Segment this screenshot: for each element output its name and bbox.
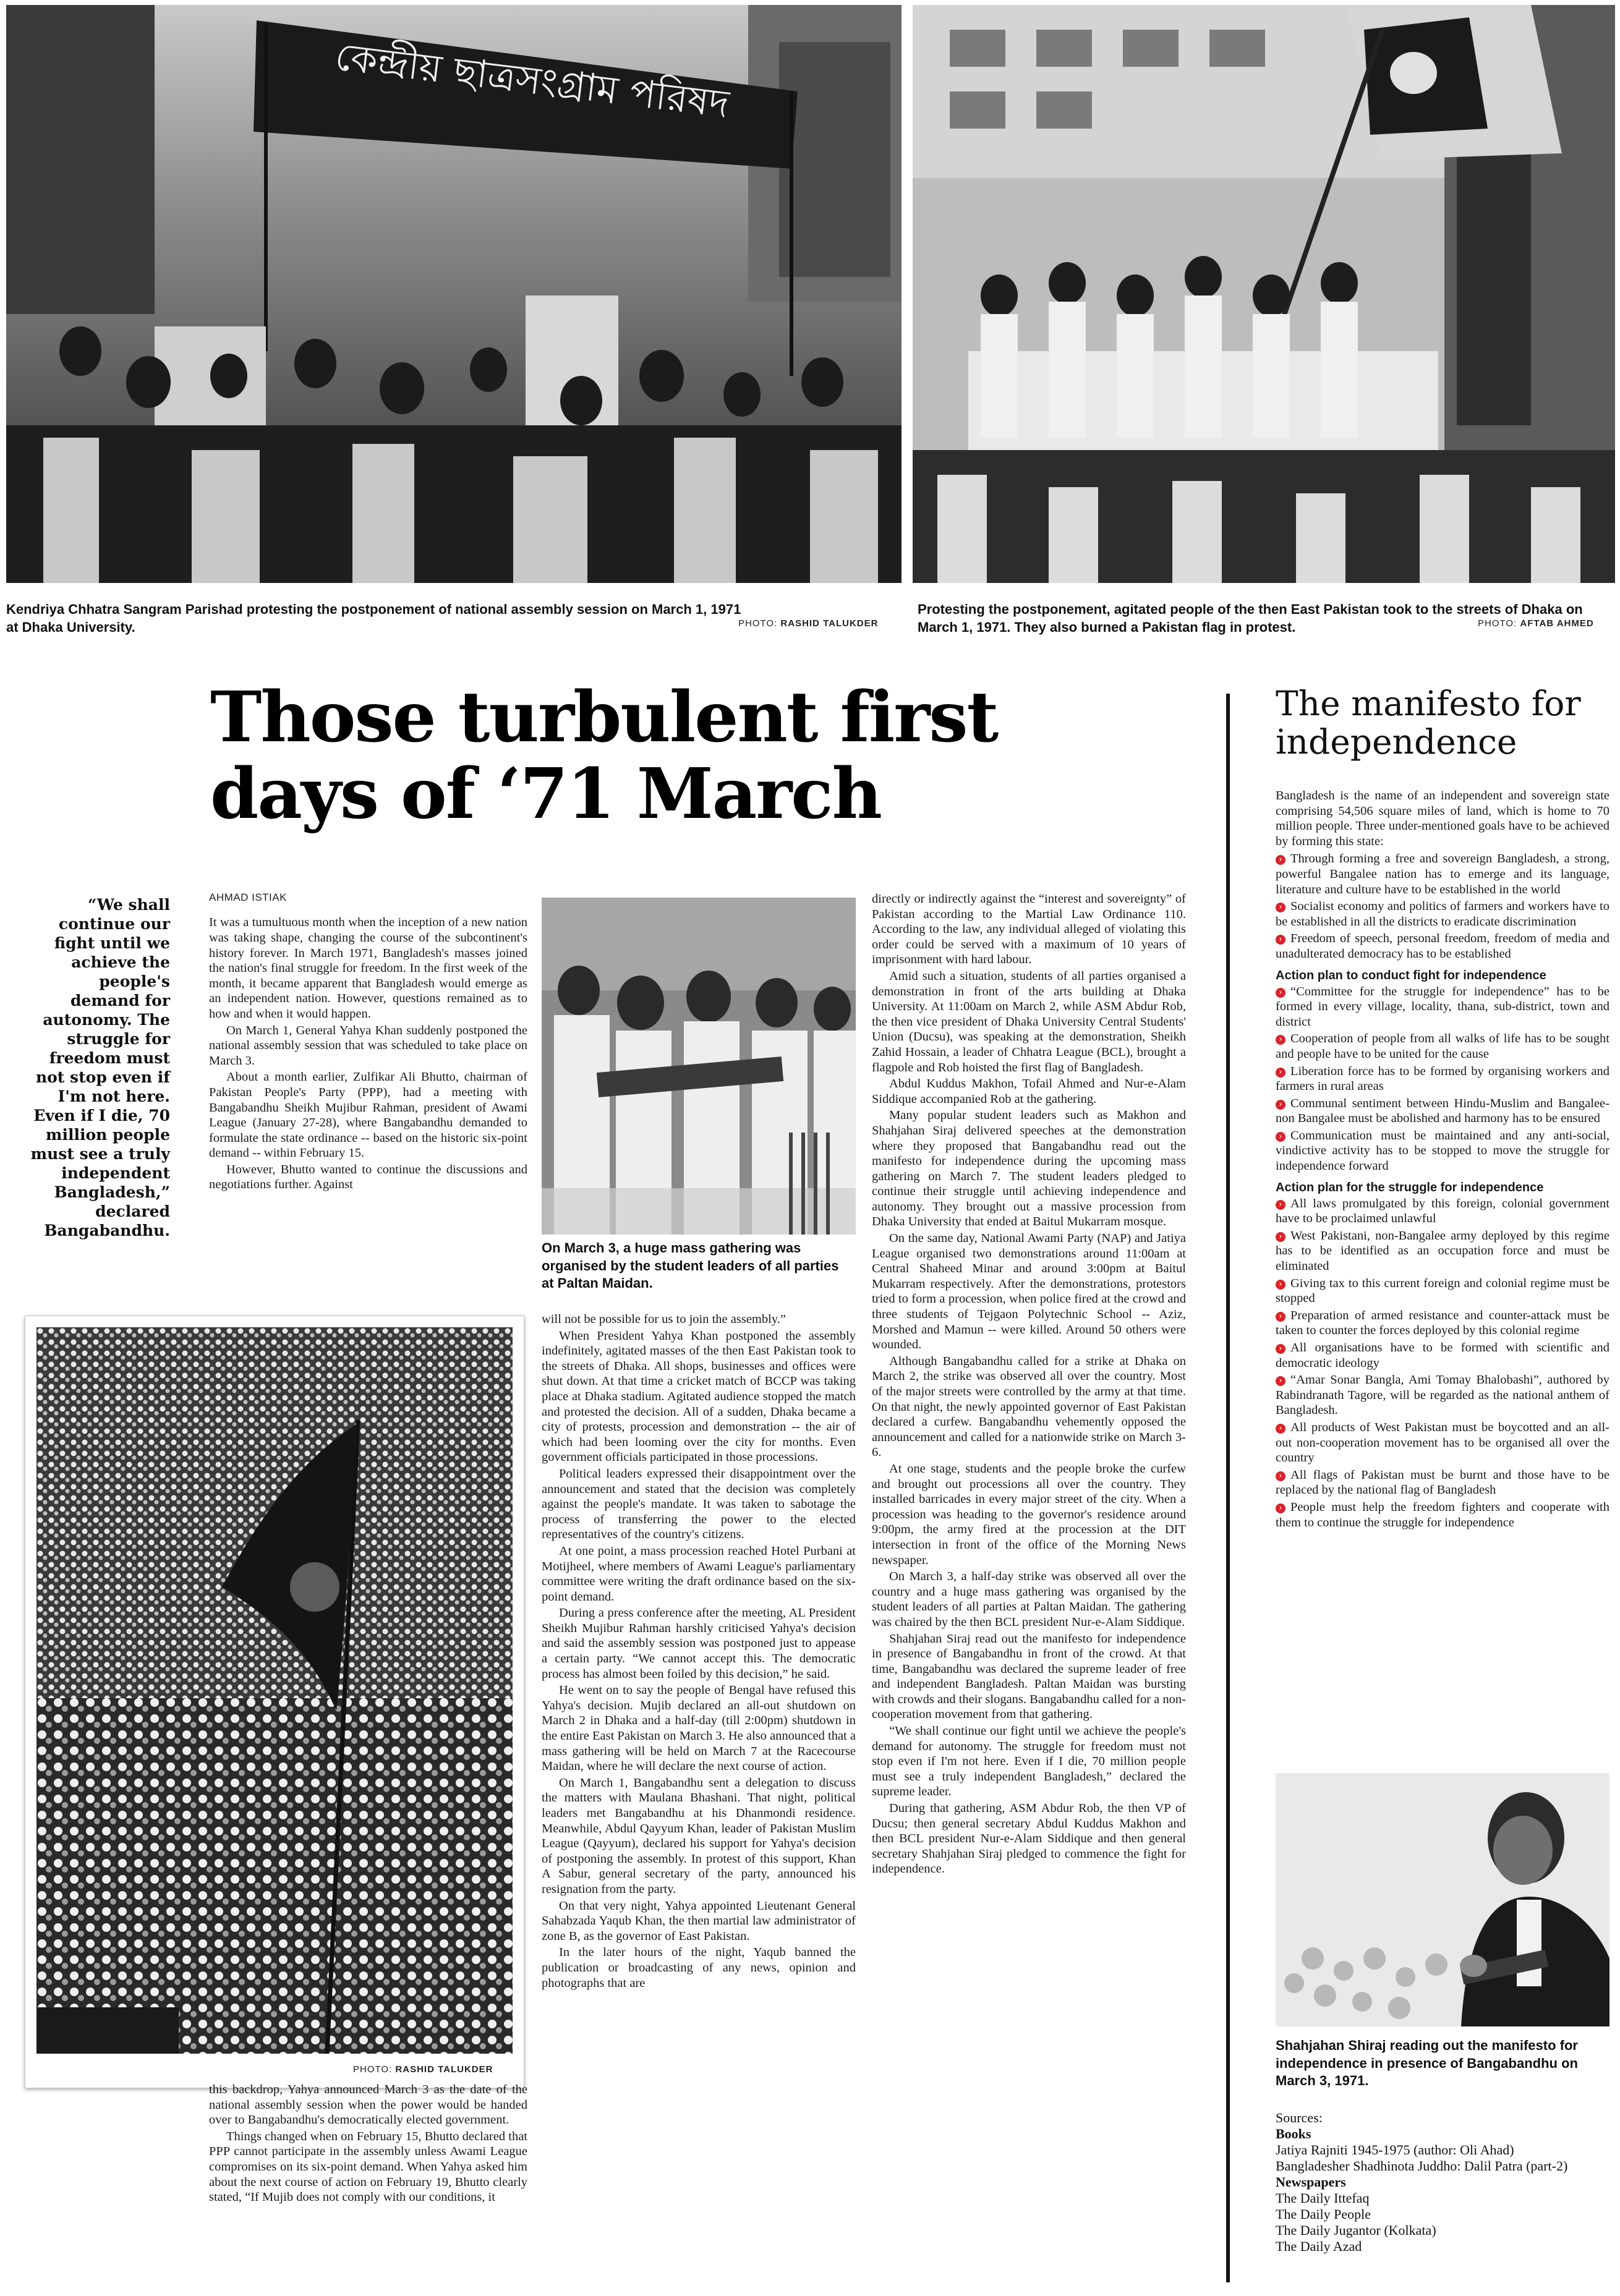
credit-crowd xyxy=(353,2064,493,2075)
list-item: › All laws promulgated by this foreign, colonial government have to be proclaimed unlawful xyxy=(1276,1196,1609,1226)
pull-quote: “We shall continue our fight until we achieve the people's demand for autonomy. The struggle for freedom must not stop even if I'm not here. Even if I die, 70 million people must see a truly independent Bangladesh,” declared Bangabandhu. xyxy=(30,896,170,1239)
newspapers-label: Newspapers xyxy=(1276,2174,1346,2190)
chevron-right-icon: › xyxy=(1276,1424,1285,1434)
paragraph: Political leaders expressed their disappointment over the announcement and stated that the decision was completely against the people's mandate. It was taken to sabotage the process of transferring the power to the elected representatives of the country's citizens. xyxy=(542,1466,856,1542)
section-title: Action plan to conduct fight for independence xyxy=(1276,968,1546,982)
photo-frame-crowd xyxy=(25,1316,524,2088)
paragraph: At one stage, students and the people broke the curfew and brought out processions all over the country. They installed barricades in every major street of the city. When a procession was heading to the governor's residence around 9:00pm, the army fired at the procession at the DIT intersection in front of the office of the Morning News newspaper. xyxy=(872,1461,1186,1567)
paragraph: At one point, a mass procession reached Hotel Purbani at Motijheel, where members of Awami League's parliamentary committee were writing the draft ordinance based on the six-point demand. xyxy=(542,1544,856,1604)
sources xyxy=(1276,2110,1609,2255)
chevron-right-icon: › xyxy=(1276,1132,1285,1142)
headline-line-1: Those turbulent first xyxy=(210,677,998,758)
chevron-right-icon: › xyxy=(1276,855,1285,865)
credit-top-right xyxy=(1478,618,1594,629)
paragraph: During a press conference after the meeting, AL President Sheikh Mujibur Rahman harshly criticised Yahya's decision and said the assembly session was postponed just to appease a certain party. “We cannot accept this. The democratic process has almost been foiled by this decision,” he said. xyxy=(542,1606,856,1681)
paragraph: On March 3, a half-day strike was observed all over the country and a huge mass gathering was organised by the student leaders of all parties at Paltan Maidan. The gathering was chaired by the then BCL president Nur-e-Alam Siddique. xyxy=(872,1570,1186,1629)
chevron-right-icon: › xyxy=(1276,1068,1285,1078)
list-item: › Liberation force has to be formed by organising workers and farmers in rural areas xyxy=(1276,1064,1609,1094)
caption-middle-text: On March 3, a huge mass gathering was organised by the student leaders of all parties at Paltan Maidan. xyxy=(542,1240,839,1291)
paragraph: Things changed when on February 15, Bhutto declared that PPP cannot participate in the assembly unless Awami League compromises on its six-point demand. When Yahya asked him about the next course of action on February 19, Bhutto clearly stated, “If Mujib does not comply with our conditions, it xyxy=(209,2129,527,2205)
paragraph: will not be possible for us to join the assembly.” xyxy=(542,1312,786,1326)
chevron-right-icon: › xyxy=(1276,1312,1285,1322)
article-column-1-continued xyxy=(209,2082,527,2292)
chevron-right-icon: › xyxy=(1276,1100,1285,1110)
paragraph: directly or indirectly against the “interest and sovereignty” of Pakistan according to the Martial Law Ordinance 110. According to the law, any individual alleged of violating this order could be served with a maximum of 10 years of imprisonment with hard labour. xyxy=(872,892,1186,967)
sidebar-body xyxy=(1276,788,1609,1532)
list-item: › Through forming a free and sovereign Bangladesh, a strong, powerful Bangalee nation has to emerge and its language, literature and culture have to be established in the world xyxy=(1276,852,1609,896)
paragraph: “We shall continue our fight until we achieve the people's demand for autonomy. The struggle for freedom must not stop even if I'm not here. Even if I die, 70 million people must see a truly independent Bangladesh,” declared the supreme leader. xyxy=(872,1724,1186,1799)
paragraph: It was a tumultuous month when the inception of a new nation was taking shape, changing the course of the subcontinent's history forever. In March 1971, Bangladesh's masses joined the nation's final struggle for freedom. In the first week of the month, it became apparent that Bangladesh would emerge as an independent nation. However, questions remained as to how and when it would happen. xyxy=(209,916,527,1021)
chevron-right-icon: › xyxy=(1276,935,1285,945)
credit-label: PHOTO: xyxy=(1478,618,1517,629)
book-item: Jatiya Rajniti 1945-1975 (author: Oli Ahad) xyxy=(1276,2141,1514,2158)
chevron-right-icon: › xyxy=(1276,1344,1285,1354)
paragraph: He went on to say the people of Bengal have refused this Yahya's decision. Mujib declared an all-out shutdown on March 2 in Dhaka and a half-day (till 2:00pm) shutdown in the entire East Pakistan on March 3. He also announced that a mass gathering will be held on March 7 at the Racecourse Maidan, where he will declare the next course of action. xyxy=(542,1683,856,1774)
list-item: › Cooperation of people from all walks of life has to be sought and people have to be united for the cause xyxy=(1276,1032,1609,1061)
paragraph: On the same day, National Awami Party (NAP) and Jatiya League organised two demonstrations around 11:00am at Central Shaheed Minar and around 3:00pm at Baitul Mukarram respectively. After the demonstrations, protestors tried to form a procession, when police fired at the crowd and three students of Tejgaon Polytechnic School -- Aziz, Morshed and Mamun -- were killed. Around 50 others were wounded. xyxy=(872,1231,1186,1352)
article-column-3 xyxy=(872,891,1186,2295)
newspaper-item: The Daily People xyxy=(1276,2206,1371,2222)
credit-label: PHOTO: xyxy=(353,2064,393,2075)
paragraph: When President Yahya Khan postponed the assembly indefinitely, agitated masses of the then East Pakistan took to the streets of Dhaka. All shops, businesses and offices were shut down. At that time a cricket match of BCCP was taking place at Dhaka stadium. Agitated audience stopped the match and protested the decision. All of a sudden, Dhaka became a city of protests, procession and demonstration -- the air of which had been looming over the city for months. Even government officials participated in those processions. xyxy=(542,1329,856,1465)
byline: AHMAD ISTIAK xyxy=(209,891,287,903)
list-item: › Preparation of armed resistance and counter-attack must be taken to counter the forces deployed by this colonial regime xyxy=(1276,1308,1609,1338)
credit-name: AFTAB AHMED xyxy=(1520,618,1594,629)
headline-line-2: days of ‘71 March xyxy=(210,754,881,835)
column-divider xyxy=(1226,694,1230,2282)
chevron-right-icon: › xyxy=(1276,1503,1285,1513)
caption-top-left-text: Kendriya Chhatra Sangram Parishad protesting the postponement of national assembly session on March 1, 1971 at Dhaka University. xyxy=(6,602,741,635)
chevron-right-icon: › xyxy=(1276,1035,1285,1045)
paragraph: Shahjahan Siraj read out the manifesto for independence in presence of Bangabandhu in front of the crowd. At that time, Bangabandhu was declared the supreme leader of free and independent Bangladesh. Paltan Maidan was bursting with crowds and their slogans. Bangabandhu called for a non-cooperation movement from that gathering. xyxy=(872,1631,1186,1722)
list-item: › All organisations have to be formed with scientific and democratic ideology xyxy=(1276,1341,1609,1370)
article-column-1 xyxy=(209,891,527,1293)
book-item: Bangladesher Shadhinota Juddho: Dalil Patra (part-2) xyxy=(1276,2158,1568,2174)
photo-flag-burning xyxy=(913,5,1615,583)
credit-name: RASHID TALUKDER xyxy=(780,618,879,629)
paragraph: Abdul Kuddus Makhon, Tofail Ahmed and Nur-e-Alam Siddique accompanied Rob at the gathering. xyxy=(872,1077,1186,1106)
list-item: › People must help the freedom fighters and cooperate with them to continue the struggle for independence xyxy=(1276,1500,1609,1529)
paragraph: Amid such a situation, students of all parties organised a demonstration in front of the arts building at Dhaka University. At 11:00am on March 2, while ASM Abdur Rob, the then vice president of Dhaka University Central Students' Union (Ducsu), was speaking at the demonstration, Sheikh Zahid Hossain, a leader of Chhatra League (BCL), brought a flagpole and Rob hoisted the first flag of Bangladesh. xyxy=(872,969,1186,1074)
paragraph: this backdrop, Yahya announced March 3 as the date of the national assembly session when the power would be handed over to Bangabandhu's democratically elected government. xyxy=(209,2083,527,2127)
chevron-right-icon: › xyxy=(1276,1376,1285,1386)
chevron-right-icon: › xyxy=(1276,988,1285,998)
caption-top-right-text: Protesting the postponement, agitated people of the then East Pakistan took to the streets of Dhaka on March 1, 1971. They also burned a Pakistan flag in protest. xyxy=(918,602,1583,635)
paragraph: During that gathering, ASM Abdur Rob, the then VP of Ducsu; then general secretary Abdul Kuddus Makhon and then BCL president Nur-e-Alam Siddique and then general secretary Shahjahan Siraj pledged to commence the fight for independence. xyxy=(872,1801,1186,1876)
paragraph: On March 1, Bangabandhu sent a delegation to discuss the matters with Maulana Bhashani. That night, political leaders met Bangabandhu at his Dhanmondi residence. Meanwhile, Abdul Qayyum Khan, leader of Pakistan Muslim League (Qayyum), declared his support for Yahya's decision of postponing the assembly. In protest of this support, Khan A Sabur, general secretary of the party, announced his resignation from the party. xyxy=(542,1775,856,1896)
photo-crowd-flag xyxy=(36,1327,513,2054)
list-item: › All flags of Pakistan must be burnt and those have to be replaced by the national flag of Bangladesh xyxy=(1276,1468,1609,1497)
headline xyxy=(210,677,1175,835)
list-item: › Communication must be maintained and any anti-social, vindictive activity has to be stopped to move the struggle for independence forward xyxy=(1276,1128,1609,1173)
newspaper-item: The Daily Ittefaq xyxy=(1276,2190,1370,2206)
sources-label: Sources: xyxy=(1276,2110,1323,2125)
sidebar-intro: Bangladesh is the name of an independent and sovereign state comprising 54,506 square miles of land, which is home to 70 million people. Three under-mentioned goals have to be achieved by forming this state: xyxy=(1276,789,1609,848)
list-item: › “Committee for the struggle for independence” has to be formed in every village, locality, thana, sub-district, town and district xyxy=(1276,984,1609,1029)
newspaper-item: The Daily Jugantor (Kolkata) xyxy=(1276,2222,1436,2238)
chevron-right-icon: › xyxy=(1276,1280,1285,1290)
list-item: › Communal sentiment between Hindu-Muslim and Bangalee-non Bangalee must be abolished and harmony has to be ensured xyxy=(1276,1096,1609,1126)
sidebar-title: The manifesto for independence xyxy=(1276,684,1581,762)
chevron-right-icon: › xyxy=(1276,1232,1285,1242)
photo-paltan-maidan-gathering xyxy=(542,898,856,1235)
credit-name: RASHID TALUKDER xyxy=(395,2064,493,2075)
list-item: › Giving tax to this current foreign and colonial regime must be stopped xyxy=(1276,1276,1609,1306)
chevron-right-icon: › xyxy=(1276,903,1285,912)
caption-middle xyxy=(542,1239,851,1293)
photo-dhaka-university-protest xyxy=(6,5,902,583)
caption-portrait-text: Shahjahan Shiraj reading out the manifesto for independence in presence of Bangabandhu on March 3, 1971. xyxy=(1276,2038,1578,2089)
goals-list xyxy=(1276,851,1609,961)
struggle-plan-list xyxy=(1276,1196,1609,1530)
paragraph: In the later hours of the night, Yaqub banned the publication or broadcasting of any news, opinion and photographs that are xyxy=(542,1945,856,1990)
paragraph: Many popular student leaders such as Makhon and Shahjahan Siraj delivered speeches at the demonstration where they proposed that Bangabandhu read out the manifesto for independence during the upcoming mass gathering on March 7. The student leaders pledged to continue their struggle until achieving independence and autonomy. They brought out a massive procession from Dhaka University that ended at Baitul Mukarram mosque. xyxy=(872,1108,1186,1229)
photo-shahjahan-siraj xyxy=(1276,1773,1609,2026)
paragraph: On that very night, Yahya appointed Lieutenant General Sahabzada Yaqub Khan, the then martial law administrator of zone B, as the governor of East Pakistan. xyxy=(542,1898,856,1943)
paragraph: Although Bangabandhu called for a strike at Dhaka on March 2, the strike was observed all over the country. Most of the major streets were controlled by the army at that time. On that night, the newly appointed governor of East Pakistan declared a curfew. Bangabandhu vehemently opposed the announcement and called for a nationwide strike on March 3-6. xyxy=(872,1354,1186,1460)
paragraph: However, Bhutto wanted to continue the discussions and negotiations further. Against xyxy=(209,1162,527,1192)
list-item: › West Pakistani, non-Bangalee army deployed by this regime has to be identified as an occupation force and must be eliminated xyxy=(1276,1228,1609,1273)
list-item: › Socialist economy and politics of farmers and workers have to be established in all the districts to eradicate discrimination xyxy=(1276,899,1609,929)
section-title: Action plan for the struggle for independence xyxy=(1276,1180,1544,1194)
paragraph: On March 1, General Yahya Khan suddenly postponed the national assembly session that was scheduled to take place on March 3. xyxy=(209,1023,527,1068)
chevron-right-icon: › xyxy=(1276,1471,1285,1481)
list-item: › All products of West Pakistan must be boycotted and an all-out non-cooperation movement has to be organised all over the country xyxy=(1276,1420,1609,1465)
article-column-2 xyxy=(542,1312,856,2295)
credit-top-left xyxy=(738,618,878,629)
list-item: › “Amar Sonar Bangla, Ami Tomay Bhalobashi”, authored by Rabindranath Tagore, will be regarded as the national anthem of Bangladesh. xyxy=(1276,1373,1609,1418)
paragraph: About a month earlier, Zulfikar Ali Bhutto, chairman of Pakistan People's Party (PPP), had a meeting with Bangabandhu Sheikh Mujibur Rahman, president of Awami League (January 27-28), where Bangabandhu demanded to formulate the state ordinance -- based on the historic six-point demand -- within February 15. xyxy=(209,1070,527,1160)
chevron-right-icon: › xyxy=(1276,1200,1285,1210)
caption-top-left xyxy=(6,601,742,636)
caption-portrait xyxy=(1276,2037,1609,2090)
newspaper-item: The Daily Azad xyxy=(1276,2238,1362,2254)
banner-text: কেন্দ্রীয় ছাত্রসংগ্রাম পরিষদ xyxy=(333,33,731,127)
list-item: › Freedom of speech, personal freedom, freedom of media and unadulterated democracy has to be established xyxy=(1276,932,1609,961)
books-label: Books xyxy=(1276,2125,1311,2141)
action-plan-list xyxy=(1276,984,1609,1174)
credit-label: PHOTO: xyxy=(738,618,778,629)
